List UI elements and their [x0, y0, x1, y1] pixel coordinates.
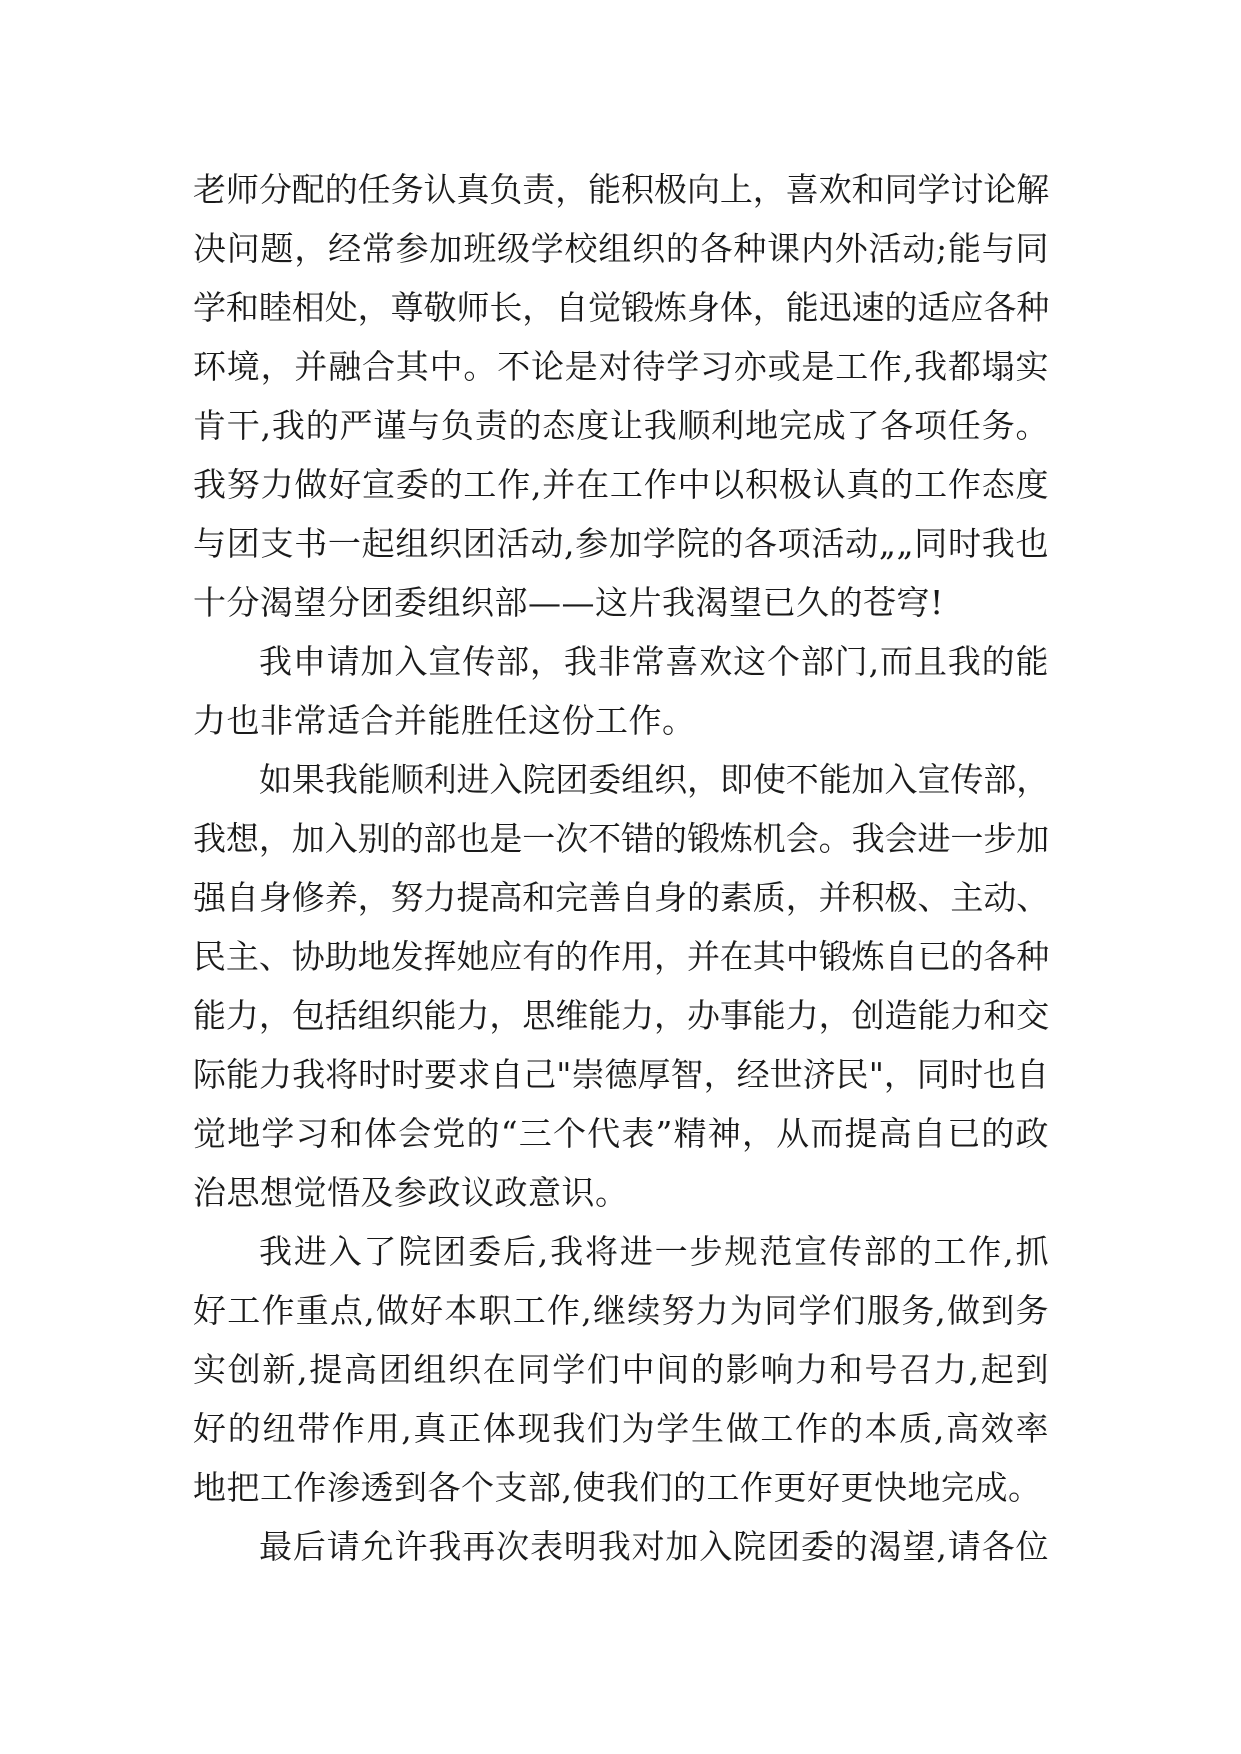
body-text	[193, 160, 1049, 1576]
text-line: 环境，并融合其中。不论是对待学习亦或是工作,我都塌实	[193, 347, 1049, 386]
text-line: 治思想觉悟及参政议政意识。	[193, 1173, 629, 1212]
paragraph-first-line: 如果我能顺利进入院团委组织，即使不能加入宣传部，	[259, 760, 1049, 799]
text-line: 我努力做好宣委的工作,并在工作中以积极认真的工作态度	[193, 465, 1049, 504]
text-line: 老师分配的任务认真负责，能积极向上，喜欢和同学讨论解	[193, 170, 1049, 209]
text-line: 民主、协助地发挥她应有的作用，并在其中锻炼自已的各种	[193, 937, 1049, 976]
text-line: 能力，包括组织能力，思维能力，办事能力，创造能力和交	[193, 996, 1049, 1035]
text-line: 地把工作渗透到各个支部,使我们的工作更好更快地完成。	[193, 1468, 1042, 1507]
paragraph-first-line: 最后请允许我再次表明我对加入院团委的渴望,请各位	[259, 1527, 1049, 1566]
text-line: 际能力我将时时要求自己"崇德厚智，经世济民"，同时也自	[193, 1055, 1049, 1094]
text-line: 学和睦相处，尊敬师长，自觉锻炼身体，能迅速的适应各种	[193, 288, 1049, 327]
text-line: 肯干,我的严谨与负责的态度让我顺利地完成了各项任务。	[193, 406, 1049, 445]
text-line: 与团支书一起组织团活动,参加学院的各项活动„„同时我也	[193, 524, 1049, 563]
text-line: 好工作重点,做好本职工作,继续努力为同学们服务,做到务	[193, 1291, 1049, 1330]
text-line: 好的纽带作用,真正体现我们为学生做工作的本质,高效率	[193, 1409, 1049, 1448]
text-line: 我想，加入别的部也是一次不错的锻炼机会。我会进一步加	[193, 819, 1049, 858]
text-line: 力也非常适合并能胜任这份工作。	[193, 701, 696, 740]
text-line: 觉地学习和体会党的“三个代表”精神，从而提高自已的政	[193, 1114, 1049, 1153]
paragraph-first-line: 我申请加入宣传部，我非常喜欢这个部门,而且我的能	[259, 642, 1049, 681]
text-line: 强自身修养，努力提高和完善自身的素质，并积极、主动、	[193, 878, 1049, 917]
text-line: 十分渴望分团委组织部——这片我渴望已久的苍穹!	[193, 583, 944, 622]
text-line: 实创新,提高团组织在同学们中间的影响力和号召力,起到	[193, 1350, 1049, 1389]
paragraph-first-line: 我进入了院团委后,我将进一步规范宣传部的工作,抓	[259, 1232, 1049, 1271]
text-line: 决问题，经常参加班级学校组织的各种课内外活动;能与同	[193, 229, 1049, 268]
